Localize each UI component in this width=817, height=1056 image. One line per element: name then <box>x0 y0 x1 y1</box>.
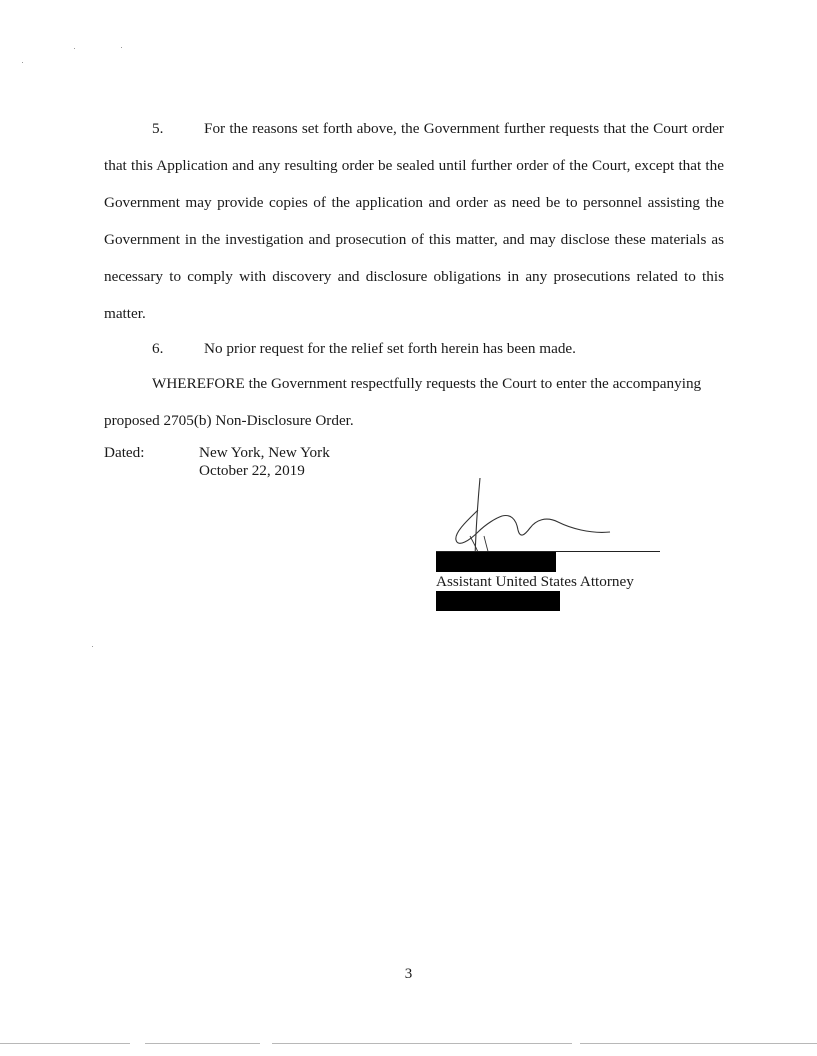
paragraph-6-text: No prior request for the relief set forth herein has been made. <box>204 340 576 357</box>
dated-label: Dated: <box>104 444 145 461</box>
paragraph-5-number: 5. <box>152 120 164 137</box>
dated-place: New York, New York <box>199 444 330 461</box>
paragraph-6 <box>104 330 724 367</box>
paragraph-5-text: For the reasons set forth above, the Government further requests that the Court order that this Application and any resulting order be sealed until further order of the Court, except that the Government may provide copies of the application and order as need be to personnel assisting the Government in the investigation and prosecution of this matter, and may disclose these materials as necessary to comply with discovery and disclosure obligations in any prosecutions related to this matter. <box>104 120 724 322</box>
redaction-office-box <box>436 591 560 611</box>
scan-edge-line <box>0 1043 130 1044</box>
dated-date: October 22, 2019 <box>199 462 305 479</box>
scan-edge-line <box>580 1043 817 1044</box>
wherefore-text: WHEREFORE the Government respectfully requests the Court to enter the accompanying proposed 2705(b) Non-Disclosure Order. <box>104 375 702 429</box>
scan-edge-line <box>272 1043 572 1044</box>
signature-title: Assistant United States Attorney <box>436 573 634 590</box>
dated-block <box>199 444 330 480</box>
handwritten-signature <box>440 470 620 560</box>
paragraph-6-number: 6. <box>152 340 164 357</box>
paragraph-5 <box>104 110 724 332</box>
scan-edge-line <box>145 1043 260 1044</box>
page-number: 3 <box>404 966 413 982</box>
redaction-name-box <box>436 552 556 572</box>
wherefore-paragraph <box>104 365 724 439</box>
